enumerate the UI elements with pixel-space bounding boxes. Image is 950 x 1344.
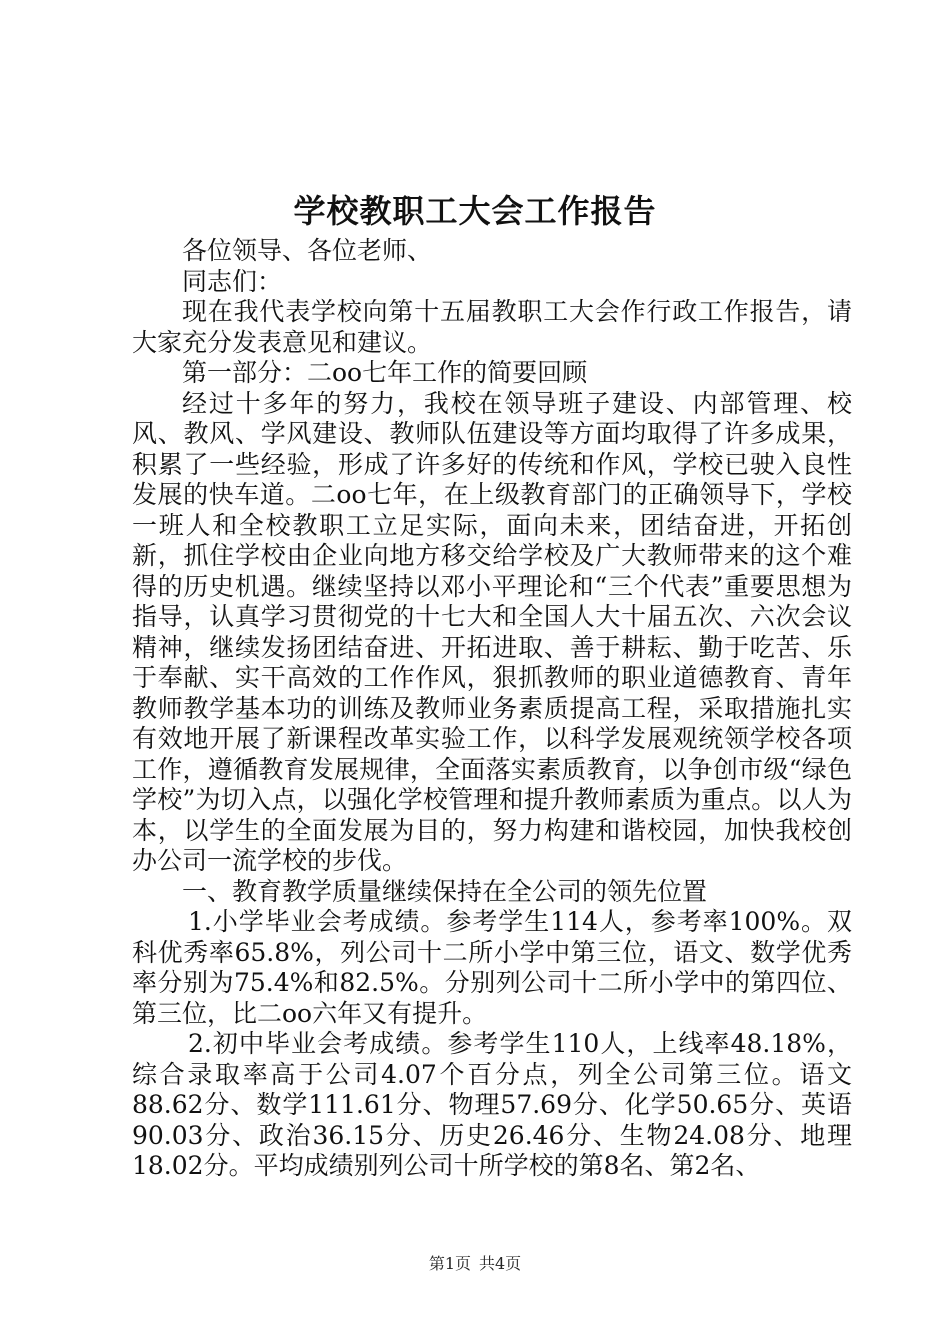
document-body	[132, 236, 852, 1182]
page-number: 第1页	[428, 1254, 471, 1273]
document-title: 学校教职工大会工作报告	[293, 192, 657, 230]
section-heading: 第一部分：二oo七年工作的简要回顾	[182, 358, 588, 387]
body-paragraph: 现在我代表学校向第十五届教职工大会作行政工作报告，请大家充分发表意见和建议。	[132, 297, 852, 357]
body-paragraph: 1.小学毕业会考成绩。参考学生114人，参考率100%。双科优秀率65.8%，列公司十二所小学中第三位，语文、数学优秀率分别为75.4%和82.5%。分别列公司十二所小学中的第四位、第三位，比二oo六年又有提升。	[132, 907, 852, 1028]
body-paragraph: 2.初中毕业会考成绩。参考学生110人，上线率48.18%，综合录取率高于公司4.07个百分点，列全公司第三位。语文88.62分、数学111.61分、物理57.69分、化学50.65分、英语90.03分、政治36.15分、历史26.46分、生物24.08分、地理18.02分。平均成绩别列公司十所学校的第8名、第2名、	[132, 1029, 852, 1180]
salutation-line: 同志们：	[182, 266, 283, 296]
page-total: 共4页	[479, 1254, 522, 1273]
body-paragraph: 经过十多年的努力，我校在领导班子建设、内部管理、校风、教风、学风建设、教师队伍建设等方面均取得了许多成果，积累了一些经验，形成了许多好的传统和作风，学校已驶入良性发展的快车道。二oo七年，在上级教育部门的正确领导下，学校一班人和全校教职工立足实际，面向未来，团结奋进，开拓创新，抓住学校由企业向地方移交给学校及广大教师带来的这个难得的历史机遇。继续坚持以邓小平理论和“三个代表”重要思想为指导，认真学习贯彻党的十七大和全国人大十届五次、六次会议精神，继续发扬团结奋进、开拓进取、善于耕耘、勤于吃苦、乐于奉献、实干高效的工作作风，狠抓教师的职业道德教育、青年教师教学基本功的训练及教师业务素质提高工程，采取措施扎实有效地开展了新课程改革实验工作，以科学发展观统领学校各项工作，遵循教育发展规律，全面落实素质教育，以争创市级“绿色学校”为切入点，以强化学校管理和提升教师素质为重点。以人为本，以学生的全面发展为目的，努力构建和谐校园，加快我校创办公司一流学校的步伐。	[132, 388, 852, 875]
salutation-line: 各位领导、各位老师、	[182, 236, 433, 265]
section-heading: 一、教育教学质量继续保持在全公司的领先位置	[182, 876, 708, 906]
page-footer	[0, 1253, 950, 1275]
